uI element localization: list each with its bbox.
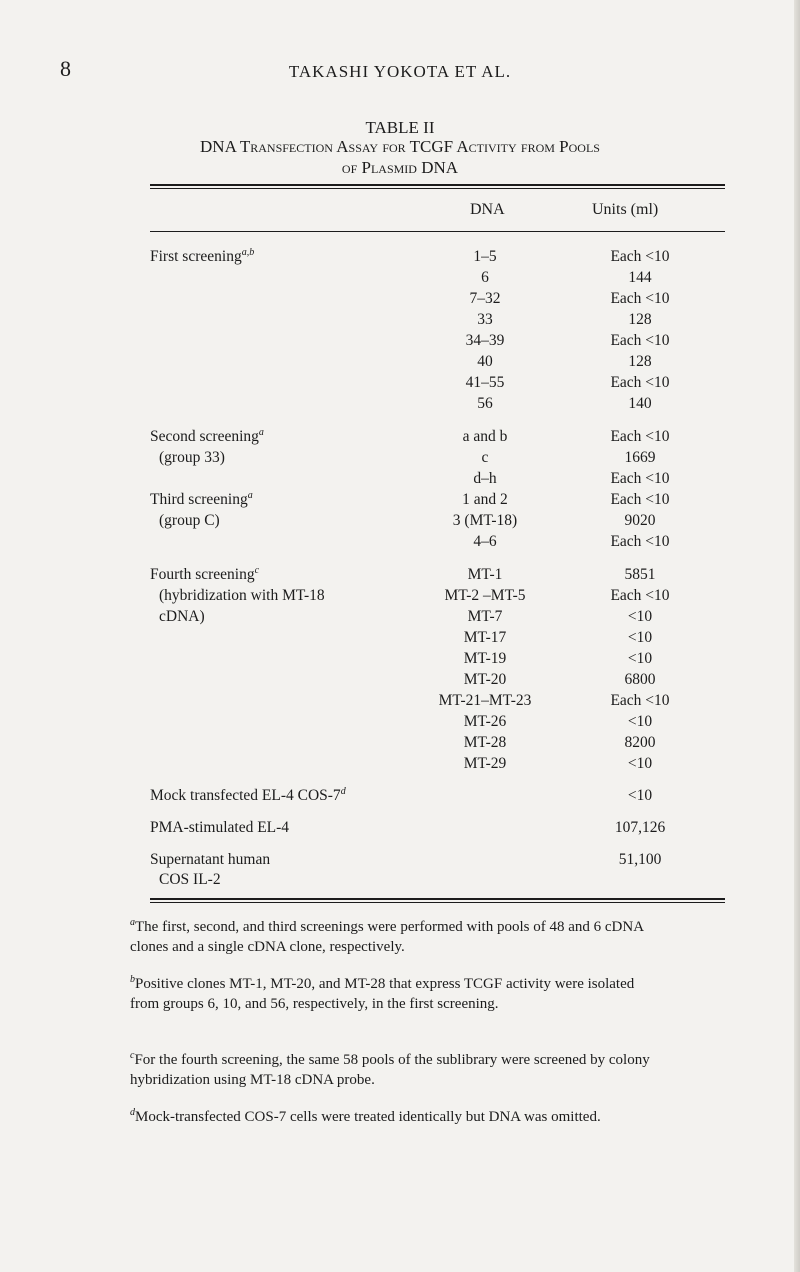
column-header-dna: DNA bbox=[470, 201, 505, 218]
row-units: 128 bbox=[628, 311, 652, 328]
table-row bbox=[150, 449, 725, 471]
row-units: <10 bbox=[627, 755, 653, 772]
row-units: Each <10 bbox=[610, 692, 670, 709]
page-edge bbox=[794, 0, 800, 1272]
table-caption bbox=[0, 136, 800, 178]
footnote-a bbox=[130, 918, 660, 957]
row-dna: MT-19 bbox=[463, 650, 507, 667]
table-row bbox=[150, 248, 725, 270]
row-label-text: (group C) bbox=[159, 512, 220, 529]
table-title: TABLE II bbox=[365, 118, 435, 137]
table-row bbox=[150, 851, 725, 873]
table-row bbox=[150, 332, 725, 354]
table-row bbox=[150, 629, 725, 651]
row-units: Each <10 bbox=[610, 374, 670, 391]
row-dna: MT-29 bbox=[463, 755, 507, 772]
table-row bbox=[150, 290, 725, 312]
footnote-marker: c bbox=[254, 564, 260, 576]
row-label-text: (hybridization with MT-18 bbox=[159, 587, 325, 604]
footnote-marker: a bbox=[247, 489, 253, 501]
table-row bbox=[150, 587, 725, 609]
row-dna: MT-1 bbox=[467, 566, 503, 583]
column-header-units: Units (ml) bbox=[592, 201, 659, 218]
table-row bbox=[150, 819, 725, 841]
row-units: 9020 bbox=[624, 512, 656, 529]
row-label bbox=[150, 608, 205, 626]
row-units: Each <10 bbox=[610, 533, 670, 550]
row-label-text: Third screening bbox=[150, 491, 248, 508]
row-units: Each <10 bbox=[610, 248, 670, 265]
table-caption-line-2: of Plasmid DNA bbox=[341, 158, 459, 177]
row-dna: MT-28 bbox=[463, 734, 507, 751]
row-label-text: First screening bbox=[150, 248, 242, 265]
row-dna: 34–39 bbox=[465, 332, 505, 349]
row-units: 107,126 bbox=[614, 819, 666, 836]
row-label bbox=[150, 566, 259, 584]
row-dna: 56 bbox=[477, 395, 493, 412]
table-row bbox=[150, 608, 725, 630]
table-bottom-rule-thin bbox=[150, 902, 725, 903]
row-dna: 3 (MT-18) bbox=[452, 512, 518, 529]
row-units: 1669 bbox=[624, 449, 656, 466]
row-units: <10 bbox=[627, 608, 653, 625]
footnote-marker: a bbox=[130, 917, 135, 928]
table-caption-line-1: DNA Transfection Assay for TCGF Activity from Pools bbox=[200, 137, 600, 156]
row-dna: MT-17 bbox=[463, 629, 507, 646]
row-label-text: Supernatant human bbox=[150, 851, 271, 868]
row-label bbox=[150, 587, 325, 605]
row-units: Each <10 bbox=[610, 332, 670, 349]
row-units: <10 bbox=[627, 713, 653, 730]
row-units: Each <10 bbox=[610, 428, 670, 445]
row-label bbox=[150, 512, 220, 530]
row-dna: MT-20 bbox=[463, 671, 507, 688]
row-dna: 40 bbox=[477, 353, 493, 370]
row-units: 140 bbox=[628, 395, 652, 412]
table-row bbox=[150, 787, 725, 809]
table-header-rule bbox=[150, 231, 725, 232]
row-label bbox=[150, 449, 225, 467]
table-row bbox=[150, 395, 725, 417]
footnote-c bbox=[130, 1051, 660, 1090]
footnote-marker: b bbox=[130, 974, 135, 985]
row-label bbox=[150, 787, 346, 805]
table-bottom-rule bbox=[150, 898, 725, 900]
table-row bbox=[150, 353, 725, 375]
row-dna: d–h bbox=[473, 470, 497, 487]
footnote-marker: a,b bbox=[241, 246, 255, 258]
footnote-d bbox=[130, 1108, 660, 1128]
row-label-text: cDNA) bbox=[159, 608, 205, 625]
table-row bbox=[150, 470, 725, 492]
row-units: 5851 bbox=[624, 566, 656, 583]
row-units: Each <10 bbox=[610, 470, 670, 487]
table-row bbox=[150, 871, 725, 893]
row-label bbox=[150, 248, 254, 266]
table-top-rule bbox=[150, 184, 725, 186]
row-units: <10 bbox=[627, 629, 653, 646]
row-dna: 1 and 2 bbox=[462, 491, 508, 508]
footnote-marker: d bbox=[130, 1107, 135, 1118]
row-dna: 33 bbox=[477, 311, 493, 328]
running-head: TAKASHI YOKOTA ET AL. bbox=[288, 62, 512, 81]
table-top-rule-thin bbox=[150, 188, 725, 189]
row-label bbox=[150, 428, 264, 446]
footnote-b bbox=[130, 975, 660, 1014]
row-units: <10 bbox=[627, 787, 653, 804]
row-label bbox=[150, 851, 270, 869]
row-units: 144 bbox=[628, 269, 652, 286]
row-dna: MT-21–MT-23 bbox=[438, 692, 532, 709]
row-dna: 4–6 bbox=[473, 533, 497, 550]
row-dna: a and b bbox=[462, 428, 508, 445]
row-label-text: Fourth screening bbox=[150, 566, 255, 583]
row-dna: c bbox=[481, 449, 489, 466]
row-units: <10 bbox=[627, 650, 653, 667]
table-row bbox=[150, 533, 725, 555]
row-label-text: PMA-stimulated EL-4 bbox=[150, 819, 290, 836]
row-dna: 6 bbox=[481, 269, 489, 286]
footnote-text: Mock-transfected COS-7 cells were treated identically but DNA was omitted. bbox=[135, 1109, 601, 1125]
row-label-text: (group 33) bbox=[159, 449, 225, 466]
table-row bbox=[150, 491, 725, 513]
footnote-text: Positive clones MT-1, MT-20, and MT-28 that express TCGF activity were isolated from groups 6, 10, and 56, respectively, in the first screening. bbox=[130, 976, 635, 1012]
row-label-text: Mock transfected EL-4 COS-7 bbox=[150, 787, 341, 804]
table-row bbox=[150, 692, 725, 714]
page-number: 8 bbox=[60, 56, 71, 81]
row-units: Each <10 bbox=[610, 290, 670, 307]
table-row bbox=[150, 512, 725, 534]
footnote-text: For the fourth screening, the same 58 pools of the sublibrary were screened by colony hybridization using MT-18 cDNA probe. bbox=[130, 1052, 650, 1088]
table-row bbox=[150, 734, 725, 756]
row-dna: 7–32 bbox=[469, 290, 501, 307]
row-units: 51,100 bbox=[618, 851, 662, 868]
row-dna: 1–5 bbox=[473, 248, 497, 265]
footnote-text: The first, second, and third screenings were performed with pools of 48 and 6 cDNA clones and a single cDNA clone, respectively. bbox=[130, 919, 644, 955]
footnote-marker: d bbox=[340, 785, 346, 797]
table-row bbox=[150, 374, 725, 396]
table-row bbox=[150, 671, 725, 693]
row-label-text: Second screening bbox=[150, 428, 259, 445]
row-dna: MT-7 bbox=[467, 608, 503, 625]
table-row bbox=[150, 755, 725, 777]
row-units: Each <10 bbox=[610, 491, 670, 508]
row-dna: 41–55 bbox=[465, 374, 505, 391]
row-units: Each <10 bbox=[610, 587, 670, 604]
row-dna: MT-2 –MT-5 bbox=[444, 587, 526, 604]
row-units: 6800 bbox=[624, 671, 656, 688]
table-row bbox=[150, 566, 725, 588]
table-row bbox=[150, 713, 725, 735]
table-row bbox=[150, 311, 725, 333]
row-units: 128 bbox=[628, 353, 652, 370]
table-row bbox=[150, 269, 725, 291]
footnote-marker: c bbox=[130, 1050, 135, 1061]
table-row bbox=[150, 650, 725, 672]
row-label-text: COS IL-2 bbox=[159, 871, 221, 888]
row-dna: MT-26 bbox=[463, 713, 507, 730]
table-row bbox=[150, 428, 725, 450]
row-label bbox=[150, 819, 289, 837]
row-label bbox=[150, 871, 221, 889]
row-label bbox=[150, 491, 253, 509]
row-units: 8200 bbox=[624, 734, 656, 751]
footnote-marker: a bbox=[258, 426, 264, 438]
